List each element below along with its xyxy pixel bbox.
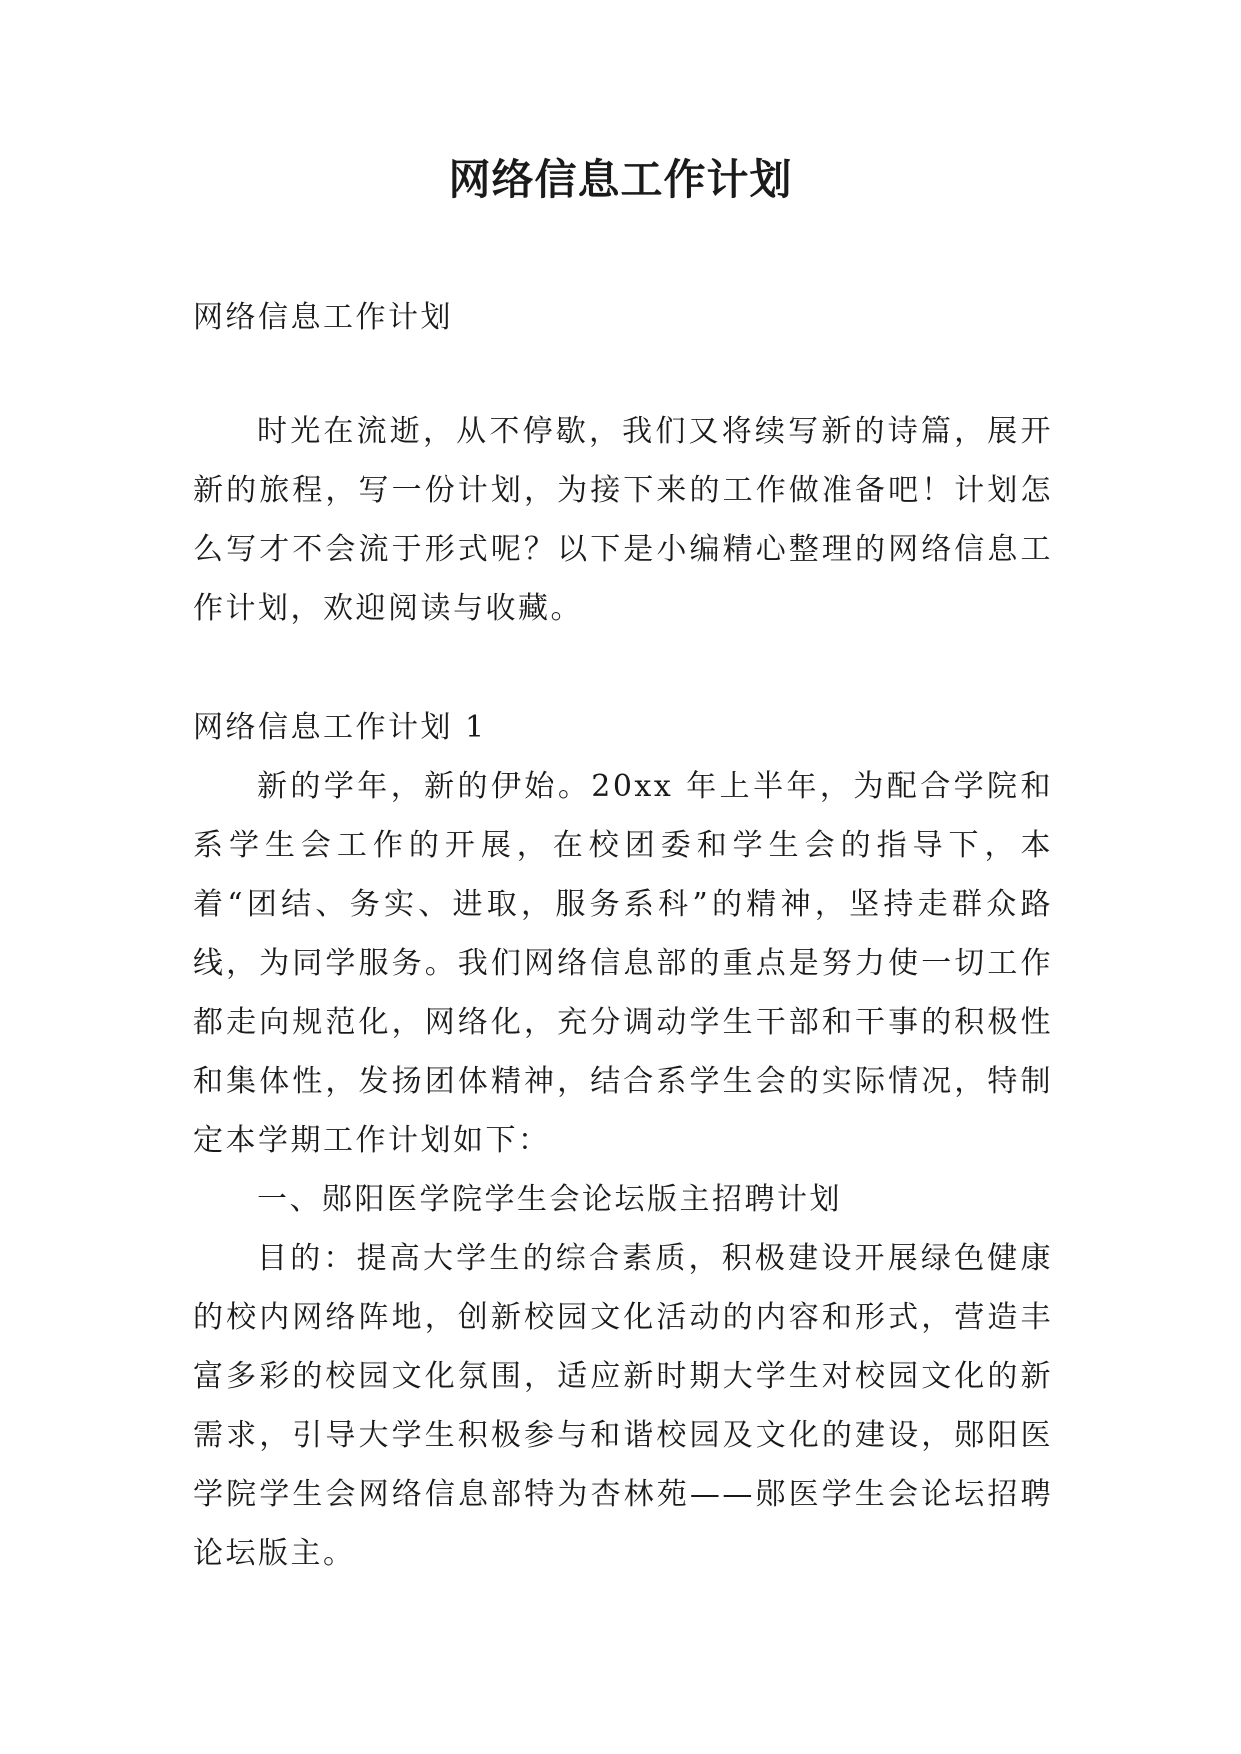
- item-1-heading: 一、郧阳医学院学生会论坛版主招聘计划: [257, 1182, 842, 1217]
- plan-1-paragraph: 新的学年，新的伊始。20xx 年上半年，为配合学院和系学生会工作的开展，在校团委和学生会的指导下，本着“团结、务实、进取，服务系科”的精神，坚持走群众路线，为同学服务。我们网络信息部的重点是努力使一切工作都走向规范化，网络化，充分调动学生干部和干事的积极性和集体性，发扬团体精神，结合系学生会的实际情况，特制定本学期工作计划如下：: [193, 769, 1053, 1158]
- intro-paragraph: 时光在流逝，从不停歇，我们又将续写新的诗篇，展开新的旅程，写一份计划，为接下来的工作做准备吧！计划怎么写才不会流于形式呢？以下是小编精心整理的网络信息工作计划，欢迎阅读与收藏。: [193, 414, 1053, 626]
- item-1-goal-paragraph: 目的：提高大学生的综合素质，积极建设开展绿色健康的校内网络阵地，创新校园文化活动的内容和形式，营造丰富多彩的校园文化氛围，适应新时期大学生对校园文化的新需求，引导大学生积极参与和谐校园及文化的建设，郧阳医学院学生会网络信息部特为杏林苑——郧医学生会论坛招聘论坛版主。: [193, 1241, 1053, 1571]
- document-subtitle: 网络信息工作计划: [193, 300, 453, 335]
- document-title: 网络信息工作计划: [448, 155, 793, 204]
- section-heading-plan-1: 网络信息工作计划 1: [193, 710, 487, 745]
